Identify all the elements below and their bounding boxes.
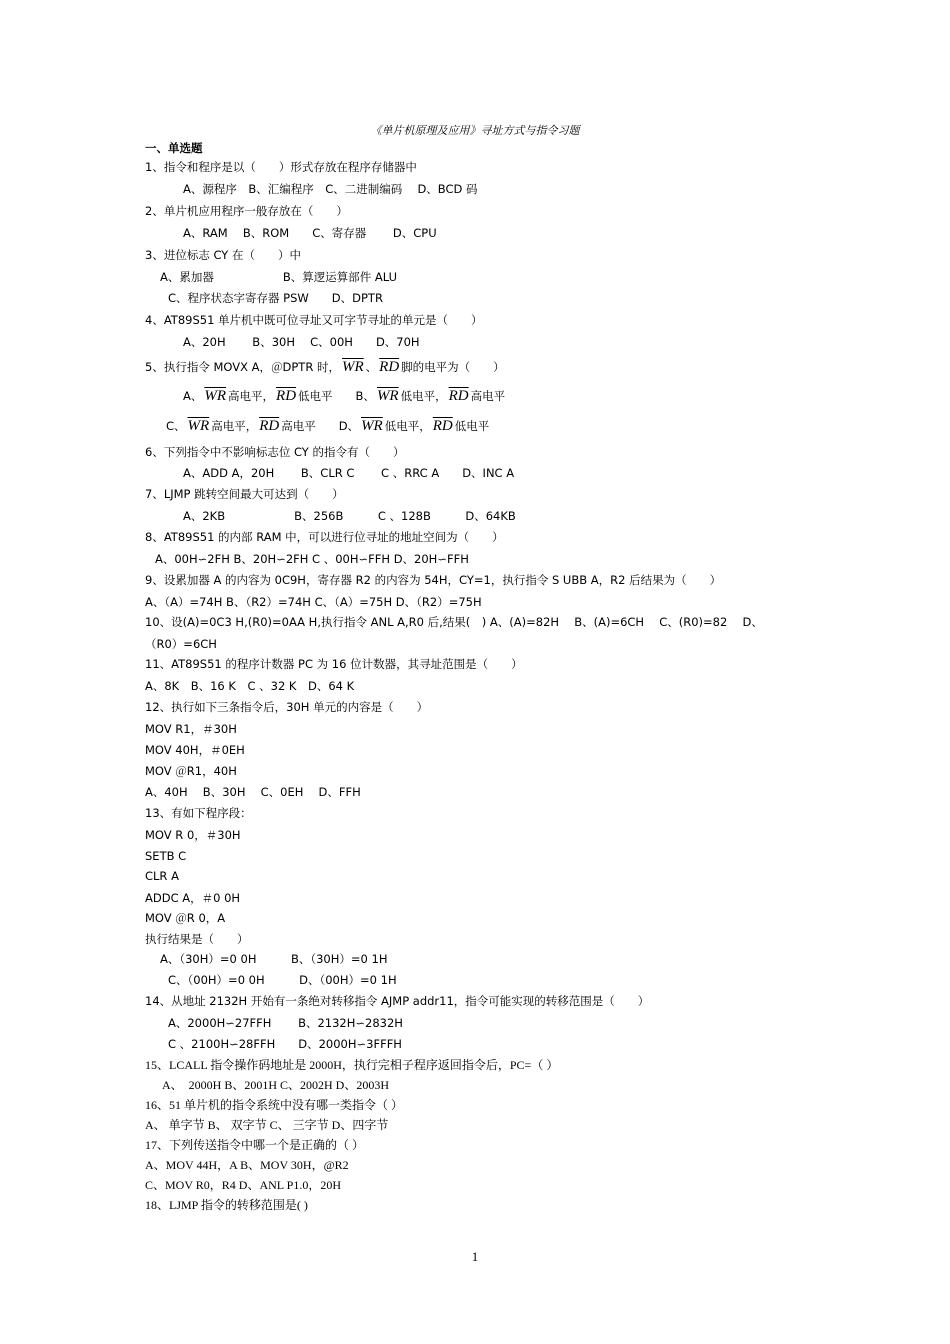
text-line: A、（A）=74H B、（R2）=74H C、（A）=75H D、（R2）=75H	[145, 595, 482, 609]
text-line: 8、AT89S51 的内部 RAM 中，可以进行位寻址的地址空间为（ ）	[145, 530, 504, 544]
text-line: A、源程序 B、汇编程序 C、二进制编码 D、BCD 码	[183, 182, 478, 196]
text-line: MOV ＠R1，40H	[145, 764, 237, 778]
text-line: 6、下列指令中不影响标志位 CY 的指令有（ ）	[145, 445, 405, 459]
text-line: 1、指令和程序是以（ ）形式存放在程序存储器中	[145, 160, 417, 174]
text-line: A、RAM B、ROM C、寄存器 D、CPU	[183, 226, 437, 240]
text-line: A、2000H∽27FFH B、2132H∽2832H	[168, 1016, 403, 1030]
text-line: A、40H B、30H C、0EH D、FFH	[145, 785, 361, 799]
text-line: 3、进位标志 CY 在（ ）中	[145, 248, 301, 262]
text-line: 13、有如下程序段：	[145, 806, 252, 820]
text-line: MOV R1，＃30H	[145, 722, 237, 736]
text-line: CLR A	[145, 869, 179, 883]
text-line: A、（30H）=0 0H B、（30H）=0 1H	[160, 952, 388, 966]
text-line: 17、下列传送指令中哪一个是正确的（ ）	[145, 1138, 365, 1152]
page-title: 《单片机原理及应用》寻址方式与指令习题	[370, 124, 580, 137]
text-line: 15、LCALL 指令操作码地址是 2000H，执行完相子程序返回指令后，PC=（ ）	[145, 1058, 559, 1072]
text-line: 18、LJMP 指令的转移范围是( )	[145, 1198, 308, 1212]
text-line: SETB C	[145, 849, 187, 863]
text-line: A、20H B、30H C、00H D、70H	[183, 335, 420, 349]
text-line: 2、单片机应用程序一般存放在（ ）	[145, 204, 348, 218]
text-line: ADDC A，＃0 0H	[145, 891, 241, 905]
text-line: 7、LJMP 跳转空间最大可达到（ ）	[145, 487, 344, 501]
text-line: C、程序状态字寄存器 PSW D、DPTR	[168, 291, 383, 305]
text-line: A、 单字节 B、 双字节 C、 三字节 D、四字节	[145, 1118, 389, 1132]
text-line: 5、执行指令 MOVX A，＠DPTR 时， $\overline{WR}$ 、 $\overline{RD}$ 脚的电平为（ ）	[145, 359, 505, 375]
text-line: 16、51 单片机的指令系统中没有哪一类指令（ ）	[145, 1098, 404, 1112]
text-line: C、（00H）=0 0H D、（00H）=0 1H	[168, 973, 397, 987]
text-line: MOV R 0，＃30H	[145, 828, 241, 842]
text-line: 14、从地址 2132H 开始有一条绝对转移指令 AJMP addr11，指令可能实现的转移范围是（ ）	[145, 994, 650, 1008]
text-line: A、00H∽2FH B、20H∽2FH C 、00H∽FFH D、20H∽FFH	[155, 552, 469, 566]
text-line: 一、单选题	[145, 141, 203, 155]
text-line: 12、执行如下三条指令后，30H 单元的内容是（ ）	[145, 700, 429, 714]
text-line: A、 2000H B、2001H C、2002H D、2003H	[162, 1078, 390, 1092]
text-line: 4、AT89S51 单片机中既可位寻址又可字节寻址的单元是（ ）	[145, 313, 483, 327]
text-line: A、ADD A，20H B、CLR C C 、RRC A D、INC A	[183, 466, 515, 480]
text-line: A、8K B、16 K C 、32 K D、64 K	[145, 679, 355, 693]
text-line: 10、设(A)=0C3 H,(R0)=0AA H,执行指令 ANL A,R0 后,结果( ) A、(A)=82H B、(A)=6CH C、(R0)=82 D、	[145, 615, 763, 629]
text-line: C、 $\overline{WR}$ 高电平， $\overline{RD}$ 高电平 D、 $\overline{WR}$ 低电平， $\overline{RD}$ 低电平	[166, 418, 490, 434]
page-number: 1	[471, 1249, 479, 1264]
text-line: A、MOV 44H，A B、MOV 30H，@R2	[145, 1158, 349, 1172]
text-line: A、2KB B、256B C 、128B D、64KB	[183, 509, 516, 523]
text-line: C、MOV R0，R4 D、ANL P1.0，20H	[145, 1178, 342, 1192]
text-line: A、累加器 B、算逻运算部件 ALU	[160, 270, 398, 284]
text-line: MOV 40H，＃0EH	[145, 743, 245, 757]
text-line: MOV ＠R 0，A	[145, 911, 226, 925]
text-line: A、 $\overline{WR}$ 高电平， $\overline{RD}$ 低电平 B、 $\overline{WR}$ 低电平， $\overline{RD}$ 高电平	[183, 388, 506, 404]
text-line: 11、AT89S51 的程序计数器 PC 为 16 位计数器，其寻址范围是（ ）	[145, 657, 523, 671]
text-line: 9、设累加器 A 的内容为 0C9H，寄存器 R2 的内容为 54H，CY=1，执行指令 S UBB A，R2 后结果为（ ）	[145, 573, 722, 587]
text-line: （R0）=6CH	[145, 637, 217, 651]
text-line: 执行结果是（ ）	[145, 932, 249, 946]
text-line: C 、2100H∽28FFH D、2000H∽3FFFH	[168, 1037, 402, 1051]
